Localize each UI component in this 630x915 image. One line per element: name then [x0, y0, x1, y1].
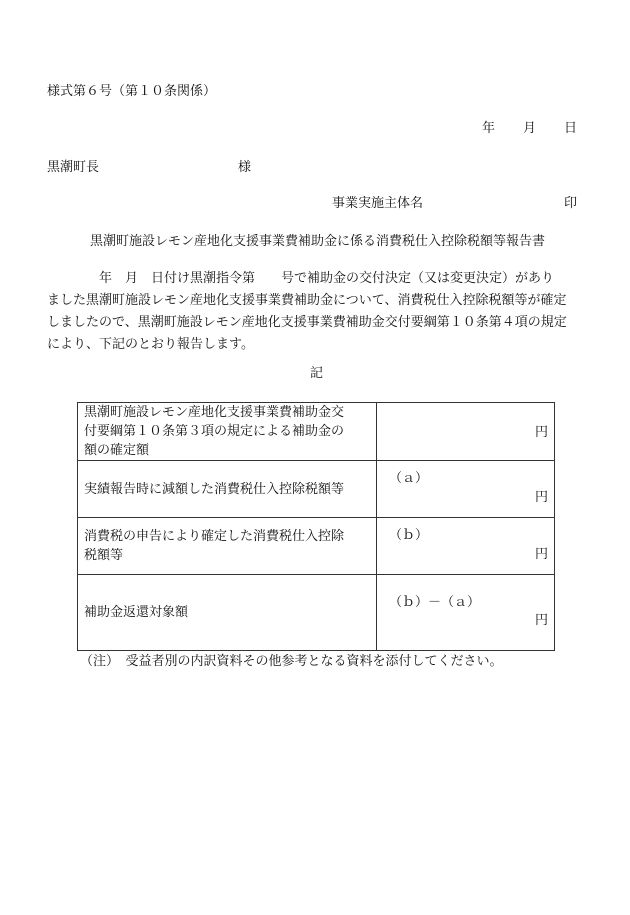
formula-label: （ｂ）－（ａ）	[389, 595, 481, 610]
table-row	[78, 575, 555, 651]
yen-unit: 円	[534, 613, 548, 628]
body-line: により、下記のとおり報告します。	[47, 337, 254, 352]
implementer-label: 事業実施主体名	[332, 196, 424, 211]
row-label: 消費税の申告により確定した消費税仕入控除 税額等	[78, 518, 377, 575]
table-row	[78, 518, 555, 575]
amount-field[interactable]	[377, 518, 555, 575]
addressee-suffix: 様	[238, 160, 252, 175]
row-label: 実績報告時に減額した消費税仕入控除税額等	[78, 461, 377, 518]
body-line: しましたので、黒潮町施設レモン産地化支援事業費補助金交付要綱第１０条第４項の規定	[47, 315, 567, 330]
record-heading: 記	[310, 366, 324, 381]
addressee-name: 黒潮町長	[47, 160, 100, 175]
document-title: 黒潮町施設レモン産地化支援事業費補助金に係る消費税仕入控除税額等報告書	[90, 234, 546, 249]
table-row	[78, 403, 555, 461]
row-label: 補助金返還対象額	[78, 575, 377, 651]
body-line: 年 月 日付け黒潮指令第 号で補助金の交付決定（又は変更決定）があり	[47, 271, 555, 286]
report-table	[77, 402, 555, 651]
form-number: 様式第６号（第１０条関係）	[47, 84, 217, 99]
amount-field[interactable]	[377, 575, 555, 651]
date-day-label: 日	[564, 121, 578, 136]
date-line	[482, 121, 577, 137]
amount-field[interactable]	[377, 403, 555, 461]
formula-label: （ｂ）	[389, 528, 429, 543]
table-row	[78, 461, 555, 518]
date-month-label: 月	[523, 121, 537, 136]
yen-unit: 円	[534, 547, 548, 562]
yen-unit: 円	[534, 425, 548, 440]
seal-mark: 印	[564, 196, 578, 211]
body-paragraph	[47, 268, 587, 356]
formula-label: （ａ）	[389, 471, 429, 486]
date-year-label: 年	[482, 121, 496, 136]
amount-field[interactable]	[377, 461, 555, 518]
body-line: ました黒潮町施設レモン産地化支援事業費補助金について、消費税仕入控除税額等が確定	[47, 293, 567, 308]
row-label: 黒潮町施設レモン産地化支援事業費補助金交 付要綱第１０条第３項の規定による補助金の 額の確定額	[78, 403, 377, 461]
yen-unit: 円	[534, 490, 548, 505]
note-text: （注） 受益者別の内訳資料その他参考となる資料を添付してください。	[80, 654, 503, 669]
